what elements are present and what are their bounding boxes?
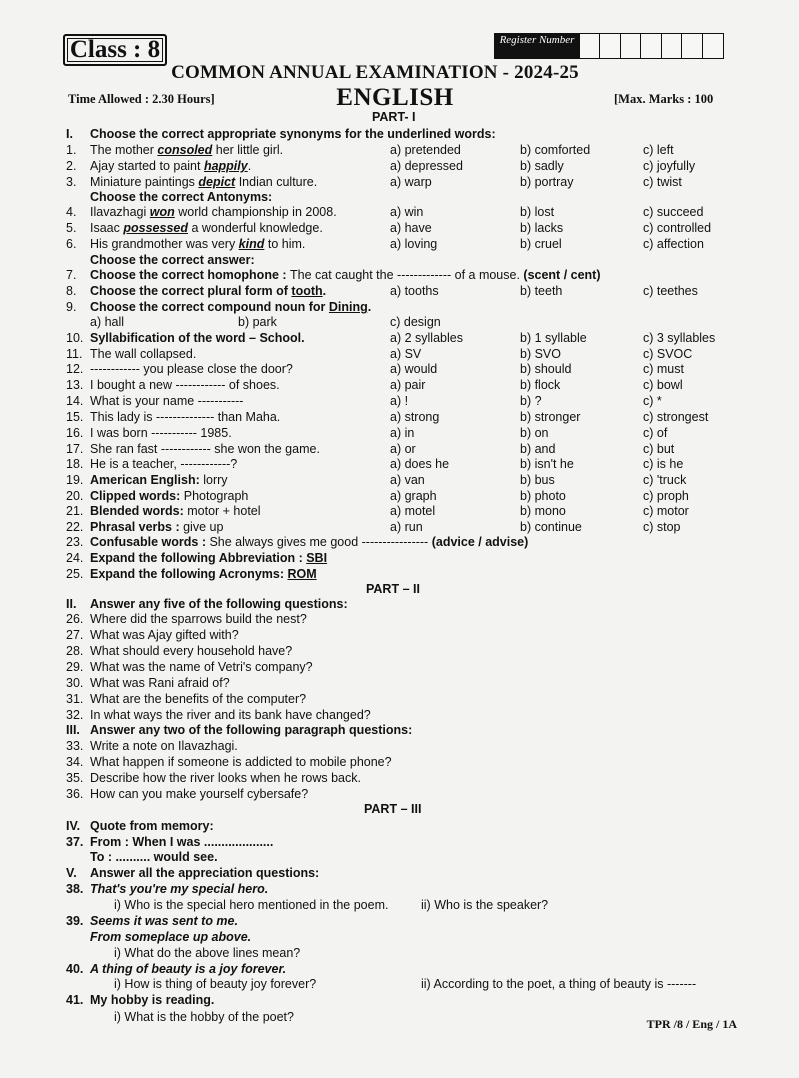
- register-cell[interactable]: [620, 33, 642, 59]
- option: a) pair: [390, 378, 426, 392]
- register-number-box: [494, 33, 724, 59]
- paper-code: TPR /8 / Eng / 1A: [646, 1017, 737, 1031]
- class-label: Class : 8: [63, 34, 167, 66]
- option: c) design: [390, 315, 441, 329]
- option: b) on: [520, 426, 549, 440]
- option: c) left: [643, 143, 674, 157]
- option: c) bowl: [643, 378, 683, 392]
- option: b) sadly: [520, 159, 564, 173]
- option: a) have: [390, 221, 432, 235]
- register-cell[interactable]: [681, 33, 703, 59]
- option: b) stronger: [520, 410, 581, 424]
- option: b) should: [520, 362, 572, 376]
- option: a) tooths: [390, 284, 439, 298]
- option: c) of: [643, 426, 668, 440]
- option: c) controlled: [643, 221, 712, 235]
- register-cell[interactable]: [599, 33, 621, 59]
- option: a) does he: [390, 457, 450, 471]
- option: a) loving: [390, 237, 438, 251]
- option: a) run: [390, 520, 423, 534]
- register-cell[interactable]: [579, 33, 601, 59]
- option: c) must: [643, 362, 684, 376]
- option: b) mono: [520, 504, 566, 518]
- option: a) strong: [390, 410, 440, 424]
- option: a) 2 syllables: [390, 331, 463, 345]
- option: a) or: [390, 442, 416, 456]
- part-heading: PART – II: [366, 582, 420, 596]
- option: b) cruel: [520, 237, 562, 251]
- option: a) motel: [390, 504, 436, 518]
- exam-title: COMMON ANNUAL EXAMINATION - 2024-25: [171, 62, 579, 83]
- option: a) !: [390, 394, 409, 408]
- option: b) ?: [520, 394, 542, 408]
- option: c) SVOC: [643, 347, 693, 361]
- option: b) flock: [520, 378, 561, 392]
- option: b) photo: [520, 489, 566, 503]
- option: a) graph: [390, 489, 437, 503]
- option: a) would: [390, 362, 438, 376]
- option: c) succeed: [643, 205, 704, 219]
- option: c) twist: [643, 175, 682, 189]
- option: c) *: [643, 394, 662, 408]
- time-allowed: Time Allowed : 2.30 Hours]: [68, 92, 215, 106]
- option: b) bus: [520, 473, 555, 487]
- option: c) strongest: [643, 410, 709, 424]
- option: c) proph: [643, 489, 689, 503]
- option: c) 'truck: [643, 473, 687, 487]
- option: a) SV: [390, 347, 422, 361]
- option: b) SVO: [520, 347, 561, 361]
- part-heading: PART- I: [372, 110, 416, 124]
- max-marks: [Max. Marks : 100: [614, 92, 714, 106]
- register-cell[interactable]: [661, 33, 683, 59]
- option: c) 3 syllables: [643, 331, 716, 345]
- part-heading: PART – III: [364, 802, 422, 816]
- option: c) stop: [643, 520, 681, 534]
- option: a) depressed: [390, 159, 463, 173]
- option: b) comforted: [520, 143, 591, 157]
- register-cell[interactable]: [640, 33, 662, 59]
- option: c) affection: [643, 237, 704, 251]
- option: a) pretended: [390, 143, 461, 157]
- option: c) motor: [643, 504, 689, 518]
- option: b) lacks: [520, 221, 564, 235]
- option: a) win: [390, 205, 424, 219]
- option: c) is he: [643, 457, 684, 471]
- option: a) van: [390, 473, 425, 487]
- option: c) but: [643, 442, 675, 456]
- option: c) teethes: [643, 284, 698, 298]
- option: b) isn't he: [520, 457, 574, 471]
- option: a) hall: [90, 315, 125, 329]
- register-cell[interactable]: [702, 33, 724, 59]
- option: b) park: [238, 315, 277, 329]
- subject-title: ENGLISH: [336, 84, 454, 111]
- option: a) in: [390, 426, 415, 440]
- option: c) joyfully: [643, 159, 696, 173]
- option: b) portray: [520, 175, 574, 189]
- option: a) warp: [390, 175, 432, 189]
- register-number-label: Register Number: [494, 33, 580, 59]
- option: b) and: [520, 442, 556, 456]
- option: b) teeth: [520, 284, 563, 298]
- option: b) lost: [520, 205, 555, 219]
- exam-paper: Class : 8 Register Number COMMON ANNUAL EXAMINATION - 2024-25 Time Allowed : 2.30 Hours] ENGLISH [Max. Marks : 100 PART- I I. Choose the correct appropriate synonyms for the underlined words: 1. The mother consoled her little girl. a) pretended b) comforted c) left 2. Ajay started to paint happily. a) depressed b) sadly c) joyfully 3. Miniature paintings depict Indian culture. a) warp b) portray c) twist Choose the correct Antonyms: 4. Ilavazhagi won world championship in 2008. a) win b) lost c) succeed 5. Isaac possessed a wonderful knowledge. a) have b) lacks c) controlled 6. His grandmother was very kind to him. a) loving b) cruel c) affection Choose the correct answer: 7. Choose the correct homophone : The cat caught the ------------- of a mouse. (scent / cent) 8. Choose the correct plural form of tooth. a) tooths b) teeth c) teethes 9. Choose the correct compound noun for Dining. a) hall b) park c) design 10. Syllabification of the word – School. a) 2 syllables b) 1 syllable c) 3 syllables 11. The wall collapsed. a) SV b) SVO c) SVOC 12. ------------ you please close the door? a) would b) should c) must 13. I bought a new ------------ of shoes. a) pair b) flock c) bowl 14. What is your name ----------- a) ! b) ? c) * 15. This lady is -------------- than Maha. a) strong b) stronger c) strongest 16. I was born ----------- 1985. a) in b) on c) of 17. She ran fast ------------ she won the game. a) or b) and c) but 18. He is a teacher, ------------? a) does he b) isn't he c) is he 19. American English: lorry a) van b) bus c) 'truck 20. Clipped words: Photograph a) graph b) photo c) proph 21. Blended words: motor + hotel a) motel b) mono c) motor 22. Phrasal verbs : give up a) run b) continue c) stop 23. Confusable words : She always gives me good ---------------- (advice / advise) 24. Expand the following Abbreviation : SBI 25. Expand the following Acronyms: ROM PART – II II. Answer any five of the following questions: 26. Where did the sparrows build the nest? 27. What was Ajay gifted with? 28. What should every household have? 29. What was the name of Vetri's company? 30. What was Rani afraid of? 31. What are the benefits of the computer? 32. In what ways the river and its bank have changed? III. Answer any two of the following paragraph questions: 33. Write a note on Ilavazhagi. 34. What happen if someone is addicted to mobile phone? 35. Describe how the river looks when he rows back. 36. How can you make yourself cybersafe? PART – III IV. Quote from memory: 37. From : When I was .................... To : .......... would see. V. Answer all the appreciation questions: 38. That's you're my special hero. i) Who is the special hero mentioned in the poem. ii) Who is the speaker? 39. Seems it was sent to me. From someplace up above. i) What do the above lines mean? 40. A thing of beauty is a joy forever. i) How is thing of beauty joy forever? ii) According to the poet, a thing of beauty is ------- 41. My hobby is reading. i) What is the hobby of the poet? TPR /8 / Eng / 1A: [0, 0, 799, 1078]
- option: b) 1 syllable: [520, 331, 587, 345]
- option: b) continue: [520, 520, 582, 534]
